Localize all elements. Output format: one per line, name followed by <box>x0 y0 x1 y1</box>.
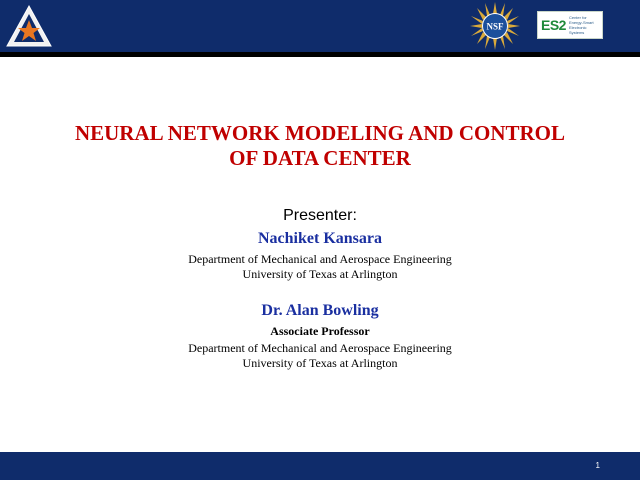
header-bar <box>0 0 640 52</box>
footer-bar <box>0 452 640 480</box>
header-divider <box>0 52 640 57</box>
advisor-name: Dr. Alan Bowling <box>261 302 379 319</box>
presenter-university: University of Texas at Arlington <box>242 267 398 281</box>
slide-title-line-1: NEURAL NETWORK MODELING AND CONTROL <box>74 121 566 145</box>
page-number: 1 <box>595 461 600 470</box>
nsf-logo-text: NSF <box>486 21 504 32</box>
advisor-department: Department of Mechanical and Aerospace Engineering <box>188 341 452 355</box>
presenter-affiliation <box>0 252 640 282</box>
es2-logo-mark: ES2 <box>541 17 566 33</box>
presenter-department: Department of Mechanical and Aerospace Engineering <box>188 252 452 266</box>
presenter-label: Presenter: <box>283 207 357 224</box>
es2-logo-text: Center for Energy-Smart Electronic Systems <box>568 15 594 35</box>
slide-title <box>0 121 640 171</box>
presenter-name: Nachiket Kansara <box>258 230 382 247</box>
es2-logo <box>537 11 603 39</box>
slide-title-line-2: OF DATA CENTER <box>229 146 411 170</box>
nsf-logo-icon <box>470 2 520 50</box>
advisor-university: University of Texas at Arlington <box>242 356 398 370</box>
uta-star-logo-icon <box>4 4 54 48</box>
advisor-affiliation <box>0 341 640 371</box>
advisor-role: Associate Professor <box>270 324 370 338</box>
